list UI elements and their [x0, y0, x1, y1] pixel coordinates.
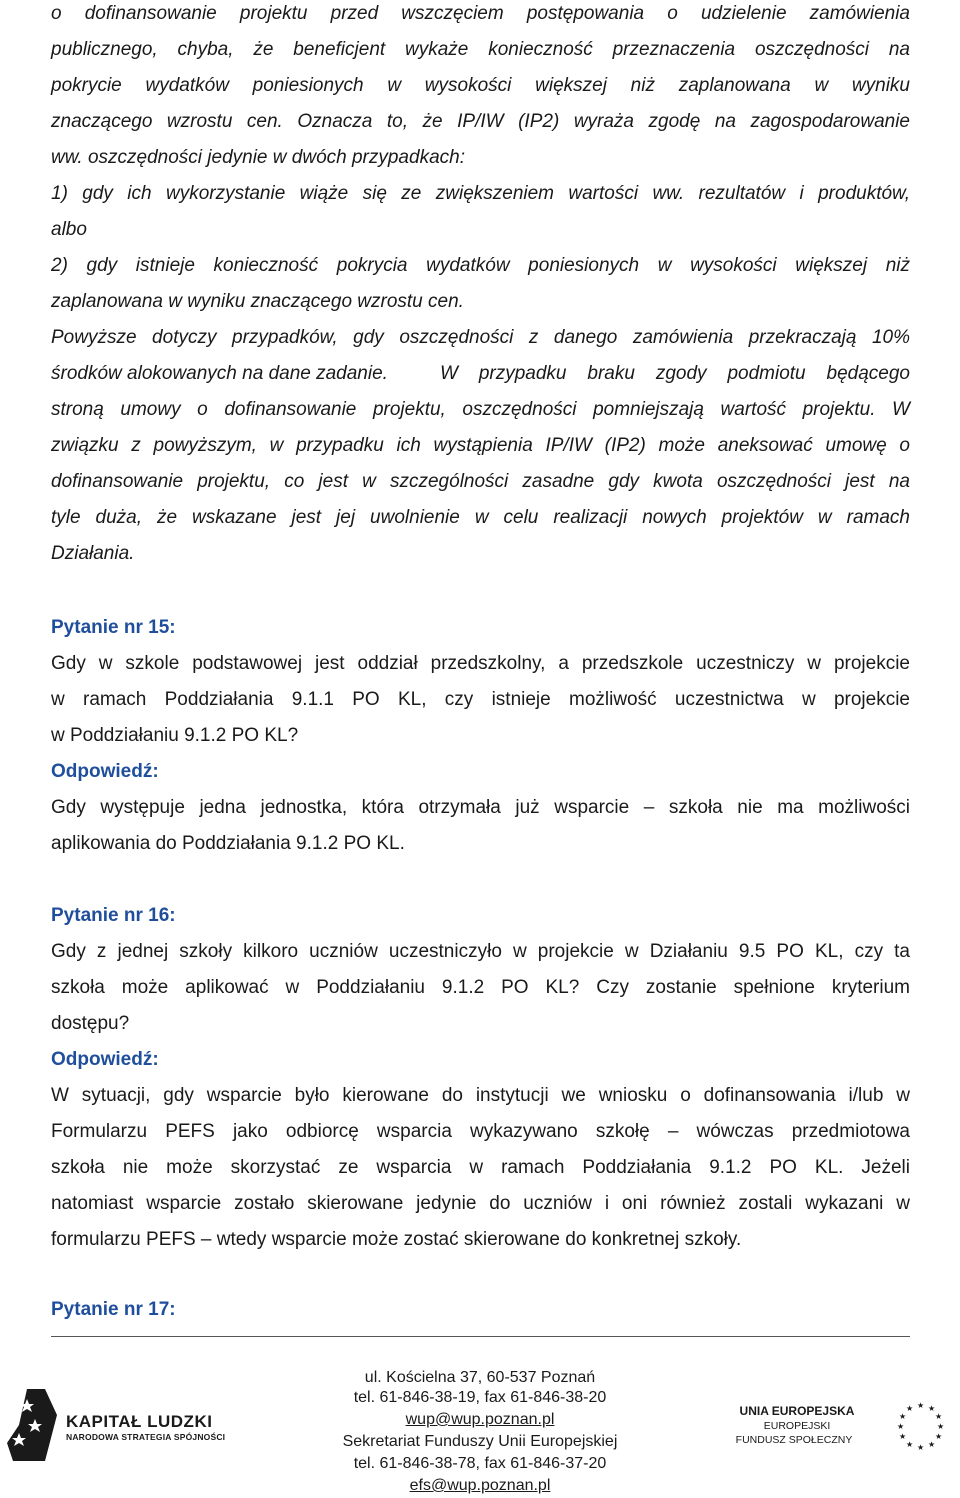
- eu-stars-icon: [890, 1398, 950, 1454]
- svg-text:★: ★: [897, 1422, 905, 1431]
- svg-text:★: ★: [937, 1422, 945, 1431]
- footer-address: ul. Kościelna 37, 60-537 Poznań: [364, 1369, 596, 1386]
- answer-line: formularzu PEFS – wtedy wsparcie może zostać skierowane do konkretnej szkoły.: [51, 1229, 742, 1250]
- svg-text:★: ★: [899, 1412, 907, 1421]
- eu-logo-subtitle: EUROPEJSKI: [763, 1420, 831, 1432]
- svg-text:★: ★: [917, 1401, 925, 1410]
- question-line: w Poddziałaniu 9.1.2 PO KL?: [51, 725, 299, 746]
- body-line: środków alokowanych na dane zadanie.: [51, 363, 388, 384]
- question-line: Gdy z jednej szkoły kilkoro uczniów uczestniczyło w projekcie w Działaniu 9.5 PO KL, czy ta: [51, 941, 910, 962]
- answer-label: Odpowiedź:: [51, 761, 159, 782]
- footer-phone: tel. 61-846-38-78, fax 61-846-37-20: [353, 1455, 607, 1472]
- body-line: zaplanowana w wyniku znaczącego wzrostu cen.: [51, 291, 464, 312]
- kapital-ludzki-subtitle: NARODOWA STRATEGIA SPÓJNOŚCI: [66, 1432, 226, 1442]
- footer-department: Sekretariat Funduszy Unii Europejskiej: [342, 1433, 618, 1450]
- body-line: o dofinansowanie projektu przed wszczęciem postępowania o udzielenie zamówienia: [51, 3, 910, 24]
- footer-email-link[interactable]: [300, 1476, 660, 1495]
- eu-logo-title: UNIA EUROPEJSKA: [739, 1404, 855, 1418]
- answer-line: natomiast wsparcie zostało skierowane jedynie do uczniów i oni również zostali wykazani w: [51, 1193, 910, 1214]
- answer-line: W sytuacji, gdy wsparcie było kierowane do instytucji we wniosku o dofinansowania i/lub w: [51, 1085, 910, 1106]
- svg-text:★: ★: [917, 1443, 925, 1452]
- svg-text:★: ★: [899, 1432, 907, 1441]
- body-line: Działania.: [51, 543, 135, 564]
- svg-text:★: ★: [906, 1404, 914, 1413]
- question-line: w ramach Poddziałania 9.1.1 PO KL, czy istnieje możliwość uczestnictwa w projekcie: [51, 689, 910, 710]
- footer-phone: tel. 61-846-38-19, fax 61-846-38-20: [353, 1389, 607, 1406]
- body-line: ww. oszczędności jedynie w dwóch przypadkach:: [51, 147, 465, 168]
- svg-text:★: ★: [935, 1432, 943, 1441]
- question-heading: Pytanie nr 17:: [51, 1299, 176, 1320]
- body-line: 2) gdy istnieje konieczność pokrycia wydatków poniesionych w wysokości większej niż: [51, 255, 910, 276]
- email-link-text[interactable]: efs@wup.poznan.pl: [409, 1477, 551, 1494]
- body-line: pokrycie wydatków poniesionych w wysokości większej niż zaplanowana w wyniku: [51, 75, 910, 96]
- eu-logo-subtitle: FUNDUSZ SPOŁECZNY: [735, 1434, 853, 1446]
- answer-line: aplikowania do Poddziałania 9.1.2 PO KL.: [51, 833, 405, 854]
- answer-line: Gdy występuje jedna jednostka, która otrzymała już wsparcie – szkoła nie ma możliwości: [51, 797, 910, 818]
- body-line: W przypadku braku zgody podmiotu będącego: [440, 363, 910, 384]
- question-heading: Pytanie nr 16:: [51, 905, 176, 926]
- footer-email-link[interactable]: [300, 1410, 660, 1429]
- answer-label: Odpowiedź:: [51, 1049, 159, 1070]
- body-line: albo: [51, 219, 87, 240]
- question-line: dostępu?: [51, 1013, 130, 1034]
- question-heading: Pytanie nr 15:: [51, 617, 176, 638]
- question-line: Gdy w szkole podstawowej jest oddział przedszkolny, a przedszkole uczestniczy w projekcie: [51, 653, 910, 674]
- footer-divider: [51, 1336, 910, 1337]
- svg-text:★: ★: [928, 1404, 936, 1413]
- answer-line: szkoła nie może skorzystać ze wsparcia w ramach Poddziałania 9.1.2 PO KL. Jeżeli: [51, 1157, 910, 1178]
- question-line: szkoła może aplikować w Poddziałaniu 9.1.2 PO KL? Czy zostanie spełnione kryterium: [51, 977, 910, 998]
- body-line: tyle duża, że wskazane jest jej uwolnienie w celu realizacji nowych projektów w ramach: [51, 507, 910, 528]
- kapital-ludzki-title: KAPITAŁ LUDZKI: [66, 1412, 213, 1431]
- svg-text:★: ★: [906, 1440, 914, 1449]
- svg-text:★: ★: [935, 1412, 943, 1421]
- answer-line: Formularzu PEFS jako odbiorcę wsparcia wykazywano szkołę – wówczas przedmiotowa: [51, 1121, 910, 1142]
- body-line: związku z powyższym, w przypadku ich wystąpienia IP/IW (IP2) może aneksować umowę o: [51, 435, 910, 456]
- body-line: dofinansowanie projektu, co jest w szczególności zasadne gdy kwota oszczędności jest na: [51, 471, 910, 492]
- email-link-text[interactable]: wup@wup.poznan.pl: [405, 1411, 555, 1428]
- body-line: publicznego, chyba, że beneficjent wykaże konieczność przeznaczenia oszczędności na: [51, 39, 910, 60]
- body-line: znaczącego wzrostu cen. Oznacza to, że IP/IW (IP2) wyraża zgodę na zagospodarowanie: [51, 111, 910, 132]
- svg-text:★: ★: [928, 1440, 936, 1449]
- body-line: Powyższe dotyczy przypadków, gdy oszczędności z danego zamówienia przekraczają 10%: [51, 327, 910, 348]
- body-line: 1) gdy ich wykorzystanie wiąże się ze zwiększeniem wartości ww. rezultatów i produktów,: [51, 183, 910, 204]
- body-line: stroną umowy o dofinansowanie projektu, oszczędności pomniejszają wartość projektu. W: [51, 399, 910, 420]
